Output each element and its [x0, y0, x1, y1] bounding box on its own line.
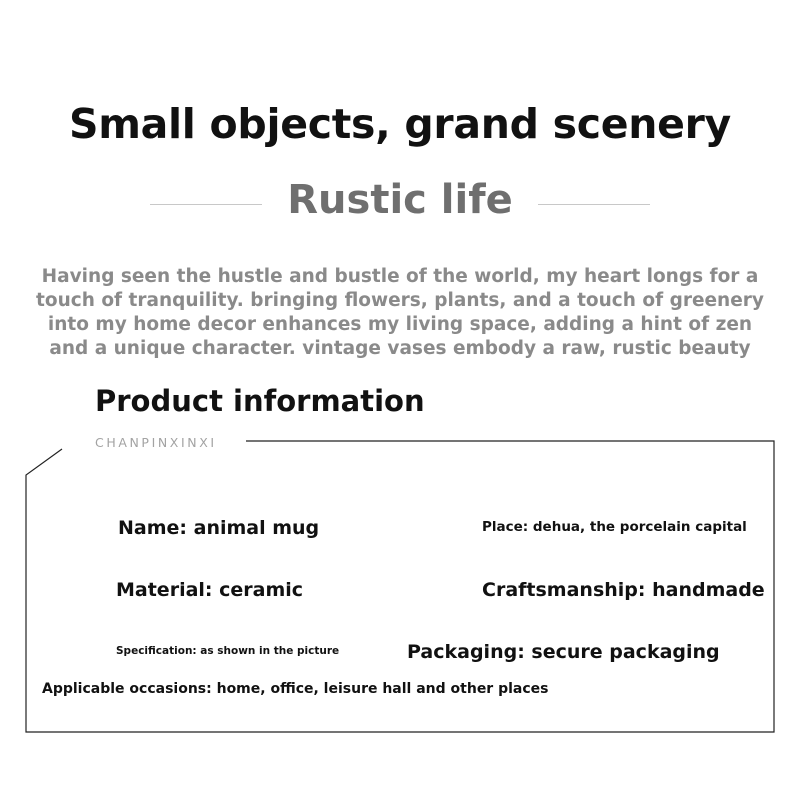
section-title: Product information — [95, 384, 425, 418]
field-craftsmanship: Craftsmanship: handmade — [482, 579, 765, 601]
intro-line: touch of tranquility. bringing flowers, plants, and a touch of greenery — [36, 290, 764, 311]
field-packaging: Packaging: secure packaging — [407, 641, 720, 663]
field-place: Place: dehua, the porcelain capital — [482, 519, 747, 535]
page-title: Small objects, grand scenery — [69, 100, 731, 148]
subtitle: Rustic life — [287, 177, 513, 223]
field-specification: Specification: as shown in the picture — [116, 645, 340, 657]
intro-line: Having seen the hustle and bustle of the world, my heart longs for a — [41, 266, 759, 287]
field-occasions: Applicable occasions: home, office, leisure hall and other places — [42, 681, 549, 697]
intro-line: into my home decor enhances my living space, adding a hint of zen — [47, 314, 753, 335]
section-pinyin: CHANPINXINXI — [95, 435, 217, 450]
field-material: Material: ceramic — [116, 579, 304, 601]
field-name: Name: animal mug — [118, 517, 320, 539]
intro-line: and a unique character. vintage vases embody a raw, rustic beauty — [49, 338, 751, 359]
